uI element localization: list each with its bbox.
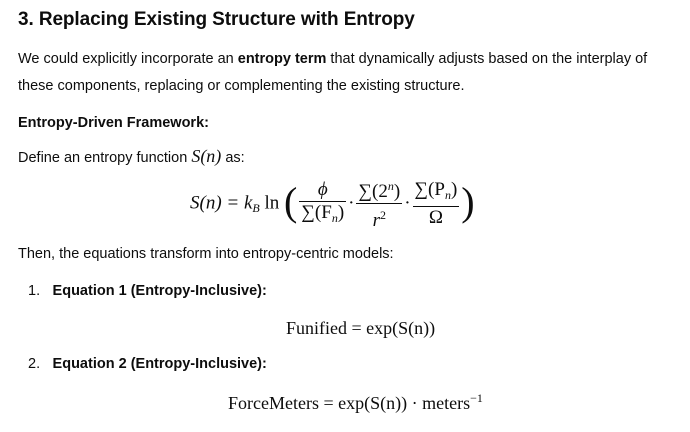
f3-num-sub: n xyxy=(444,187,451,202)
list-item-1-label: Equation 1 (Entropy-Inclusive): xyxy=(52,283,267,299)
f2-num-close: ) xyxy=(393,181,401,202)
f2-num-sup: n xyxy=(387,179,394,193)
fraction-phi-denominator xyxy=(299,202,346,228)
framework-heading: Entropy-Driven Framework: xyxy=(18,115,209,131)
equation-1-name: Funified xyxy=(286,318,347,338)
formula-lhs-sub: B xyxy=(252,200,260,215)
list-item-2-number: 2. xyxy=(28,356,41,372)
list-item-2-label: Equation 2 (Entropy-Inclusive): xyxy=(52,356,267,372)
dot-2: · xyxy=(404,192,411,214)
intro-paragraph xyxy=(18,46,683,100)
fraction-omega-numerator xyxy=(413,180,460,207)
define-line xyxy=(18,146,245,167)
dot-1: · xyxy=(348,192,355,214)
fraction-omega xyxy=(413,180,460,228)
f2-den-sup: 2 xyxy=(380,208,387,222)
fraction-powers-numerator xyxy=(356,176,402,204)
f1-den-close: ) xyxy=(337,201,345,223)
fraction-phi xyxy=(299,180,346,228)
fraction-powers-denominator xyxy=(356,204,402,231)
list-item-1 xyxy=(28,282,267,300)
intro-text-after: that dynamically adjusts based on the interplay of these components, replacing or complementing the existing structure. xyxy=(18,51,648,94)
then-line: Then, the equations transform into entropy-centric models: xyxy=(18,246,394,262)
equation-2-name: ForceMeters xyxy=(228,393,319,413)
right-paren: ) xyxy=(461,178,475,224)
equation-2-rhs: = exp(S(n)) · meters xyxy=(318,393,471,413)
f3-num-close: ) xyxy=(450,178,458,200)
intro-text-before: We could explicitly incorporate an xyxy=(18,51,238,67)
define-suffix: as: xyxy=(221,150,245,166)
f1-den-text: ∑(F xyxy=(301,201,332,223)
fraction-powers xyxy=(356,176,402,231)
left-paren: ( xyxy=(284,178,298,224)
f1-den-sub: n xyxy=(331,210,338,225)
list-item-2 xyxy=(28,355,267,373)
fraction-omega-denominator: Ω xyxy=(428,206,443,228)
f2-den-text: r xyxy=(372,210,381,231)
section-heading: 3. Replacing Existing Structure with Entropy xyxy=(18,9,415,30)
equation-1-rhs: = exp(S(n)) xyxy=(347,318,436,338)
fraction-phi-numerator: ϕ xyxy=(299,180,346,202)
formula-lhs: S(n) = k xyxy=(190,192,253,214)
equation-2 xyxy=(228,391,483,414)
define-text: Define an entropy function xyxy=(18,150,192,166)
f2-num-text: ∑(2 xyxy=(358,181,388,202)
equation-1 xyxy=(286,318,435,339)
equation-2-sup: −1 xyxy=(470,391,483,405)
formula-ln: ln xyxy=(264,192,280,214)
entropy-formula xyxy=(190,176,475,231)
list-item-1-number: 1. xyxy=(28,283,41,299)
intro-bold-term: entropy term xyxy=(237,51,327,67)
define-symbol: S(n) xyxy=(191,146,222,166)
f3-num-text: ∑(P xyxy=(414,178,445,200)
